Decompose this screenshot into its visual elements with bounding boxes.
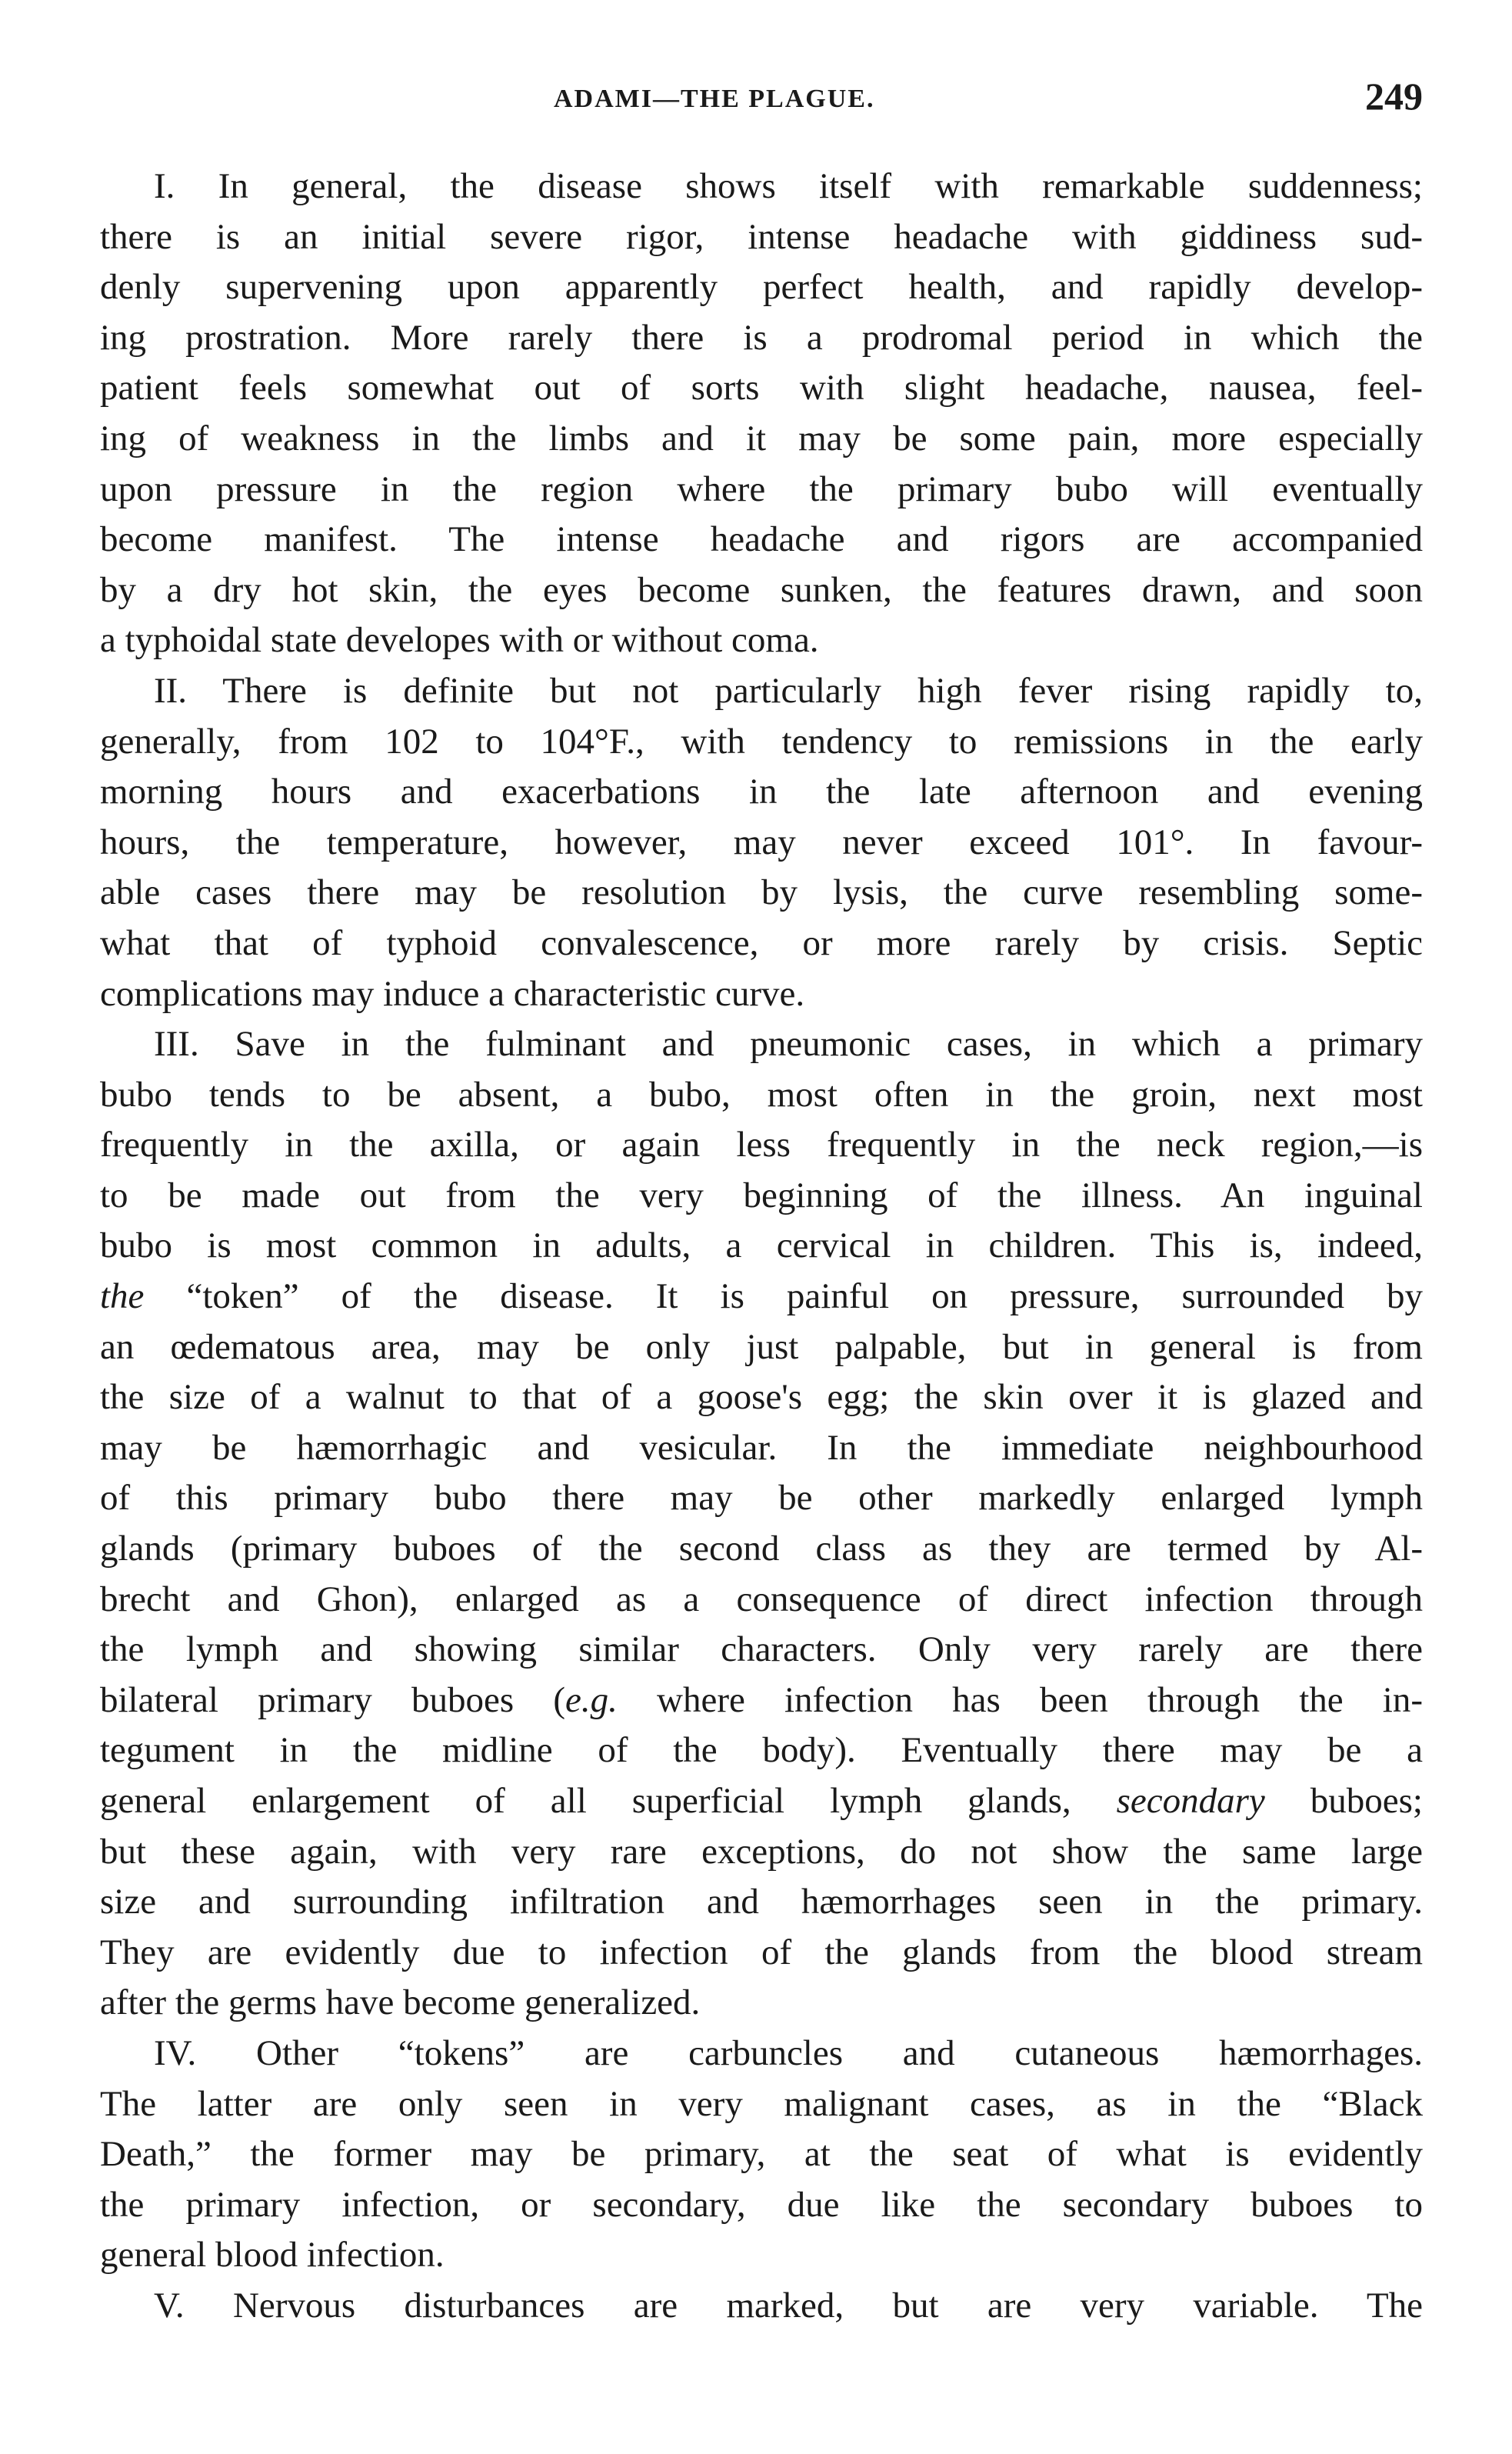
text-line: They are evidently due to infection of the glands from the blood stream	[100, 1932, 1423, 1972]
text-line: tegument in the midline of the body). Eventually there may be a	[100, 1730, 1423, 1771]
text-line: III. Save in the fulminant and pneumonic cases, in which a primary	[154, 1024, 1423, 1065]
text-line: ing of weakness in the limbs and it may be some pain, more especially	[100, 418, 1423, 458]
text-line: general blood infection.	[100, 2235, 445, 2276]
running-head	[100, 74, 1423, 128]
page-number: 249	[1365, 75, 1423, 118]
text-line: The latter are only seen in very malignant cases, as in the “Black	[100, 2083, 1423, 2124]
text-line: what that of typhoid convalescence, or more rarely by crisis. Septic	[100, 922, 1423, 963]
text-line: bubo tends to be absent, a bubo, most often in the groin, next most	[100, 1074, 1423, 1115]
text-line: size and surrounding infiltration and hæmorrhages seen in the primary.	[100, 1882, 1423, 1922]
text-line: but these again, with very rare exceptions, do not show the same large	[100, 1831, 1423, 1872]
text-line: Death,” the former may be primary, at the seat of what is evidently	[100, 2134, 1423, 2175]
text-line: patient feels somewhat out of sorts with slight headache, nausea, feel-	[100, 368, 1423, 408]
text-line: frequently in the axilla, or again less frequently in the neck region,—is	[100, 1125, 1423, 1165]
line-text-pre: general enlargement of all superficial lymph glands,	[100, 1781, 1117, 1821]
running-title: ADAMI—THE PLAGUE.	[554, 85, 875, 113]
text-line: the primary infection, or secondary, due like the secondary buboes to	[100, 2184, 1423, 2225]
text-line: generally, from 102 to 104°F., with tendency to remissions in the early	[100, 721, 1423, 762]
line-text-pre: bilateral primary buboes (	[100, 1679, 565, 1720]
body-text	[100, 162, 1423, 2332]
text-line: IV. Other “tokens” are carbuncles and cutaneous hæmorrhages.	[154, 2032, 1423, 2073]
text-line: morning hours and exacerbations in the late afternoon and evening	[100, 772, 1423, 812]
text-line: II. There is definite but not particularly high fever rising rapidly to,	[154, 670, 1423, 711]
line-text-italic: e.g.	[565, 1679, 618, 1720]
line-text-italic: the	[100, 1276, 145, 1317]
text-line: may be hæmorrhagic and vesicular. In the immediate neighbourhood	[100, 1427, 1423, 1468]
text-line: V. Nervous disturbances are marked, but are very variable. The	[154, 2285, 1423, 2326]
text-line: upon pressure in the region where the primary bubo will eventually	[100, 468, 1423, 509]
text-line: an œdematous area, may be only just palpable, but in general is from	[100, 1326, 1423, 1367]
text-line: glands (primary buboes of the second class as they are termed by Al-	[100, 1529, 1423, 1569]
text-line: a typhoidal state developes with or without coma.	[100, 620, 819, 661]
text-line: brecht and Ghon), enlarged as a consequence of direct infection through	[100, 1579, 1423, 1619]
text-line	[100, 1272, 1423, 1322]
text-line: I. In general, the disease shows itself with remarkable suddenness;	[154, 166, 1423, 206]
text-line: able cases there may be resolution by lysis, the curve resembling some-	[100, 872, 1423, 913]
text-line: after the germs have become generalized.	[100, 1982, 701, 2023]
line-text-post: buboes;	[1264, 1781, 1423, 1821]
line-text-post: “token” of the disease. It is painful on pressure, surrounded by	[144, 1276, 1423, 1317]
line-text-post: where infection has been through the in-	[617, 1679, 1423, 1720]
text-line: the lymph and showing similar characters. Only very rarely are there	[100, 1629, 1423, 1670]
text-line	[100, 1675, 1423, 1726]
text-line: complications may induce a characteristic curve.	[100, 973, 805, 1014]
text-line: there is an initial severe rigor, intense headache with giddiness sud-	[100, 216, 1423, 257]
text-line: hours, the temperature, however, may never exceed 101°. In favour-	[100, 822, 1423, 862]
text-line: the size of a walnut to that of a goose's egg; the skin over it is glazed and	[100, 1377, 1423, 1418]
text-line: ing prostration. More rarely there is a prodromal period in which the	[100, 317, 1423, 358]
text-line: to be made out from the very beginning of the illness. An inguinal	[100, 1175, 1423, 1215]
text-line: of this primary bubo there may be other markedly enlarged lymph	[100, 1478, 1423, 1519]
text-line: bubo is most common in adults, a cervical in children. This is, indeed,	[100, 1225, 1423, 1266]
text-line: denly supervening upon apparently perfect health, and rapidly develop-	[100, 267, 1423, 308]
line-text-italic: secondary	[1116, 1781, 1265, 1821]
text-line: become manifest. The intense headache and rigors are accompanied	[100, 519, 1423, 560]
text-line	[100, 1776, 1423, 1827]
text-line: by a dry hot skin, the eyes become sunken, the features drawn, and soon	[100, 569, 1423, 610]
